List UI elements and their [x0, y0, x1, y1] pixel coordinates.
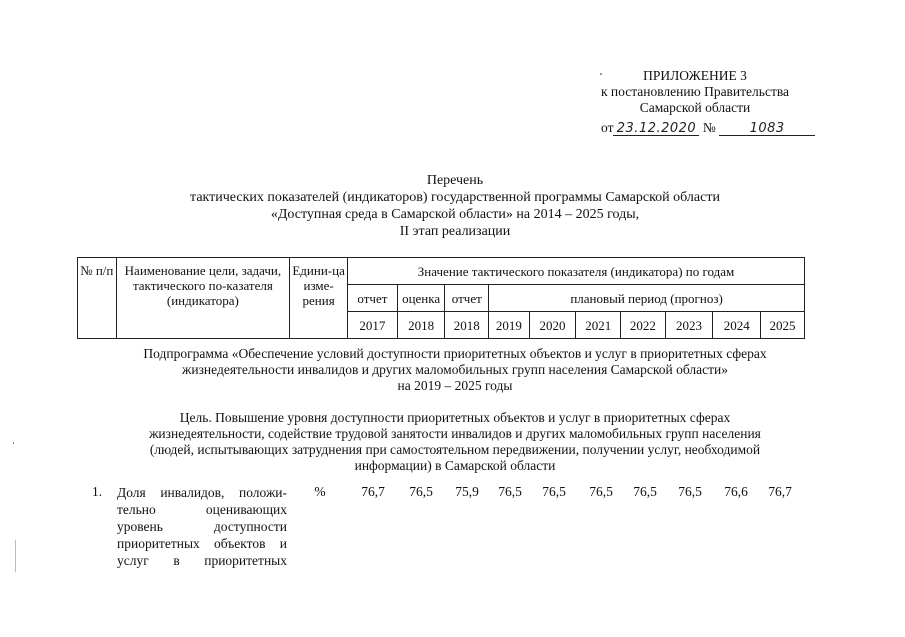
from-label: от — [601, 120, 614, 135]
appendix-date-line — [601, 120, 815, 136]
goal-text — [60, 410, 850, 474]
year-cell: 2023 — [665, 312, 713, 339]
number-label: № — [702, 120, 716, 135]
col-name-header: Наименование цели, задачи, тактического по-казателя (индикатора) — [116, 258, 290, 339]
value-cell: 76,5 — [678, 484, 702, 499]
year-cell: 2019 — [489, 312, 530, 339]
plan-period-header: плановый период (прогноз) — [489, 285, 805, 312]
appendix-line: Самарской области — [639, 100, 751, 115]
title-line: «Доступная среда в Самарской области» на 2014 – 2025 годы, — [270, 207, 640, 222]
indicators-table-header — [77, 257, 805, 339]
indicator-name-line: тельно оценивающих — [117, 502, 287, 517]
appendix-line: к постановлению Правительства — [600, 84, 790, 99]
value-cell: 76,6 — [724, 484, 748, 499]
col-num-header: № п/п — [78, 258, 117, 339]
unit-cell: % — [314, 484, 326, 499]
subprogram-heading — [60, 346, 850, 394]
year-cell: 2021 — [576, 312, 621, 339]
indicator-name-line: услуг в приоритетных — [117, 553, 287, 568]
subprogram-line: жизнедеятельности инвалидов и других маломобильных групп населения Самарской области» — [182, 362, 728, 377]
sub-header: оценка — [397, 285, 445, 312]
goal-line: (людей, испытывающих затруднения при самостоятельном передвижении, получении услуг, необходимой — [149, 442, 761, 457]
subprogram-line: Подпрограмма «Обеспечение условий доступности приоритетных объектов и услуг в приоритетных сферах — [143, 346, 767, 361]
title-line: Перечень — [426, 173, 484, 188]
year-cell: 2020 — [529, 312, 576, 339]
value-cell: 75,9 — [455, 484, 479, 499]
document-title — [60, 172, 850, 240]
year-cell: 2024 — [713, 312, 761, 339]
year-cell: 2025 — [761, 312, 805, 339]
value-cell: 76,7 — [768, 484, 792, 499]
title-line: тактических показателей (индикаторов) государственной программы Самарской области — [190, 190, 720, 205]
sub-header: отчет — [445, 285, 489, 312]
sub-header: отчет — [348, 285, 398, 312]
handwritten-date: 23.12.2020 — [613, 122, 699, 136]
scan-mark — [15, 540, 16, 572]
value-cell: 76,5 — [589, 484, 613, 499]
scan-mark — [13, 442, 14, 444]
year-cell: 2017 — [348, 312, 398, 339]
col-values-header: Значение тактического показателя (индикатора) по годам — [348, 258, 805, 285]
year-cell: 2018 — [445, 312, 489, 339]
row-number: 1. — [92, 484, 103, 499]
value-cell: 76,5 — [409, 484, 433, 499]
value-cell: 76,7 — [361, 484, 385, 499]
value-cell: 76,5 — [542, 484, 566, 499]
subprogram-line: на 2019 – 2025 годы — [397, 378, 513, 393]
handwritten-number: 1083 — [719, 122, 815, 136]
goal-line: жизнедеятельности, содействие трудовой занятости инвалидов и других маломобильных групп населения — [149, 426, 761, 441]
goal-line: Цель. Повышение уровня доступности приоритетных объектов и услуг в приоритетных сферах — [179, 410, 731, 425]
goal-line: информации) в Самарской области — [354, 458, 556, 473]
indicator-name-line: приоритетных объектов и — [117, 536, 287, 551]
indicator-name-line: уровень доступности — [117, 519, 287, 534]
appendix-header — [560, 68, 830, 116]
indicator-name-line: Доля инвалидов, положи- — [117, 485, 287, 500]
value-cell: 76,5 — [498, 484, 522, 499]
year-cell: 2018 — [397, 312, 445, 339]
title-line: II этап реализации — [399, 224, 511, 239]
year-cell: 2022 — [621, 312, 666, 339]
col-unit-header: Едини-ца изме-рения — [290, 258, 348, 339]
indicator-name — [117, 484, 287, 569]
appendix-title: ПРИЛОЖЕНИЕ 3 — [643, 68, 747, 83]
value-cell: 76,5 — [633, 484, 657, 499]
